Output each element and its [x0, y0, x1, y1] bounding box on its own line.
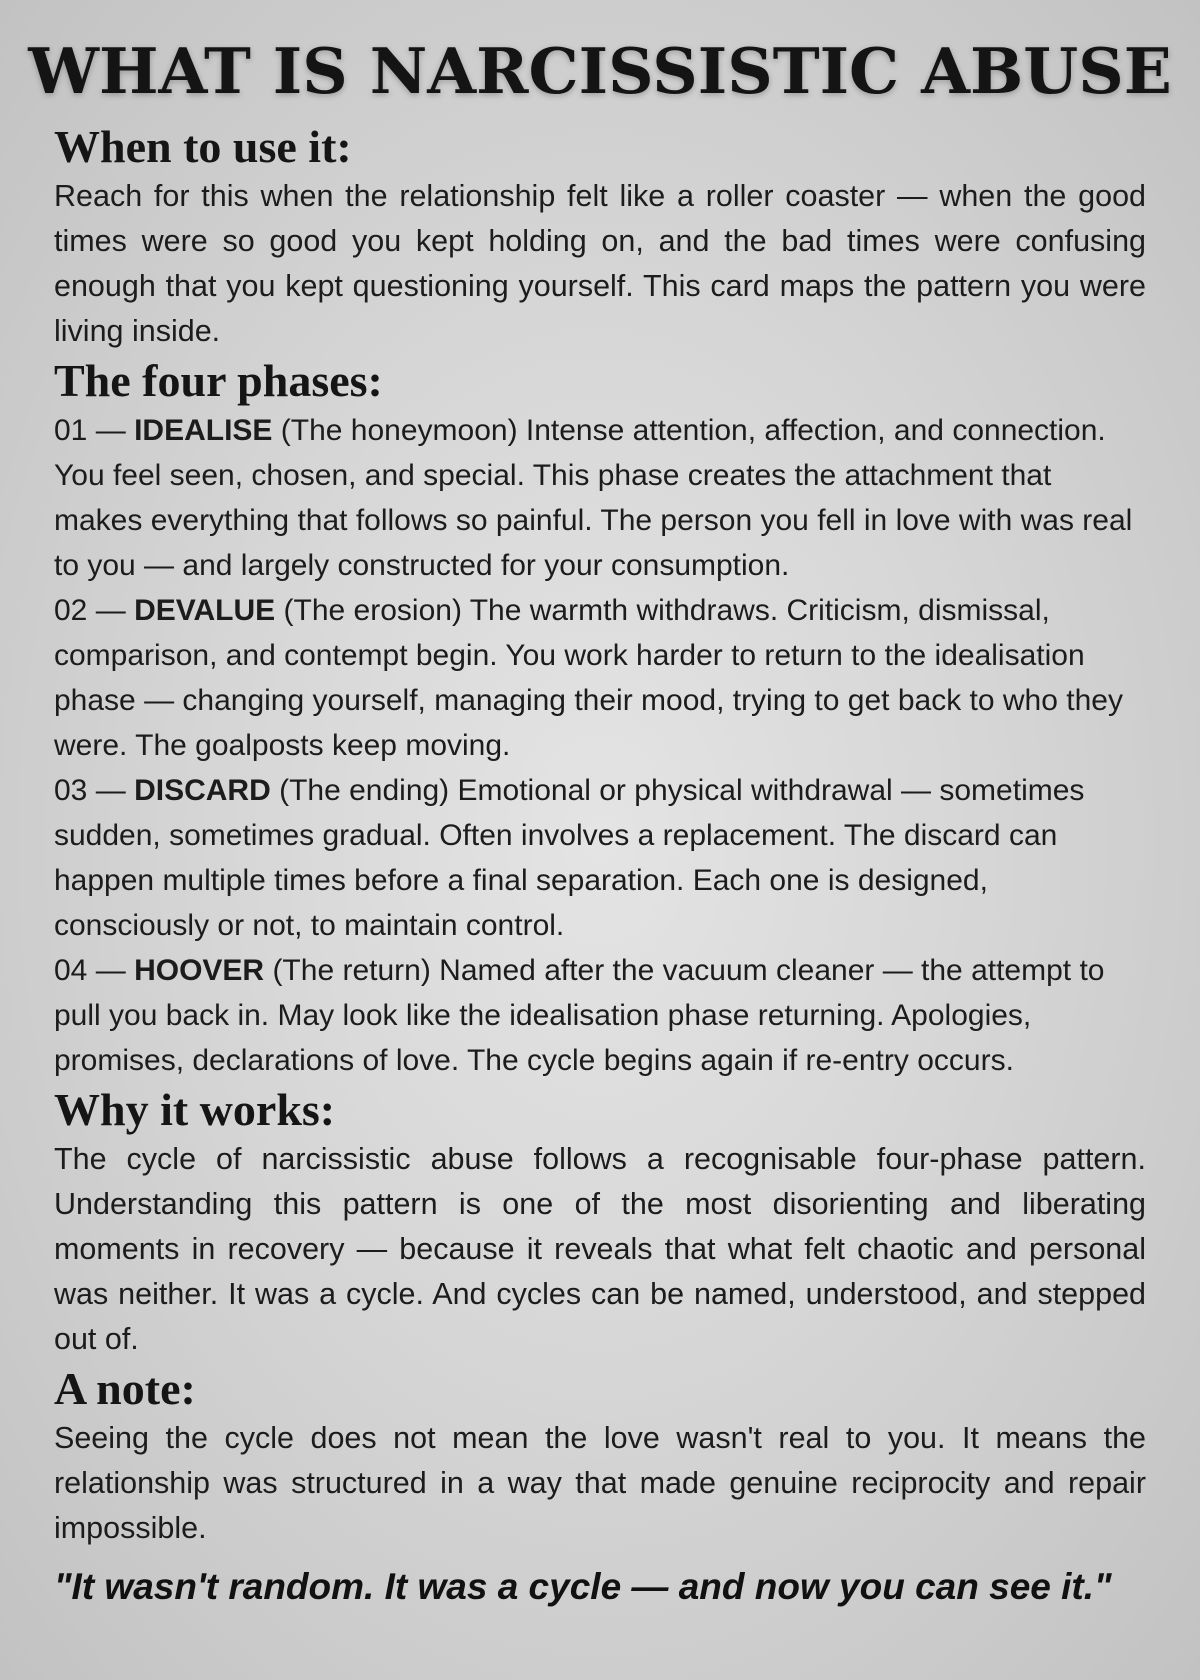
phase-name: IDEALISE [134, 414, 273, 447]
phase-description: (The ending) Emotional or physical withdrawal — sometimes sudden, sometimes gradual. Often involves a replacement. The discard can happen multiple times before a final separation. Each one is designed, consciously or not, to maintain control. [54, 774, 1085, 942]
phase-item [54, 588, 1146, 768]
phase-name: HOOVER [134, 954, 265, 987]
phase-name: DISCARD [134, 774, 271, 807]
phase-number: 01 — [54, 414, 126, 447]
phase-number: 02 — [54, 594, 126, 627]
phase-item [54, 408, 1146, 588]
page-title: WHAT IS NARCISSISTIC ABUSE [28, 34, 1172, 108]
closing-quote: "It wasn't random. It was a cycle — and now you can see it." [54, 1566, 1112, 1607]
phase-description: (The erosion) The warmth withdraws. Criticism, dismissal, comparison, and contempt begin. You work harder to return to the idealisation phase — changing yourself, managing their mood, trying to get back to who they were. The goalposts keep moving. [54, 594, 1123, 762]
why-heading: Why it works: [54, 1084, 336, 1135]
phases-heading: The four phases: [54, 355, 383, 406]
phase-name: DEVALUE [134, 594, 276, 627]
note-text: Seeing the cycle does not mean the love wasn't real to you. It means the relationship was structured in a way that made genuine reciprocity and repair impossible. [54, 1421, 1146, 1545]
phase-description: (The honeymoon) Intense attention, affection, and connection. You feel seen, chosen, and special. This phase creates the attachment that makes everything that follows so painful. The person you fell in love with was real to you — and largely constructed for your consumption. [54, 414, 1133, 582]
phase-item [54, 768, 1146, 948]
phase-number: 03 — [54, 774, 126, 807]
why-text: The cycle of narcissistic abuse follows a recognisable four-phase pattern. Understanding this pattern is one of the most disorienting and liberating moments in recovery — because it reveals that what felt chaotic and personal was neither. It was a cycle. And cycles can be named, understood, and stepped out of. [54, 1142, 1146, 1356]
when-text: Reach for this when the relationship felt like a roller coaster — when the good times were so good you kept holding on, and the bad times were confusing enough that you kept questioning yourself. This card maps the pattern you were living inside. [54, 179, 1146, 348]
phase-item [54, 948, 1146, 1083]
phases-list [54, 408, 1146, 1083]
note-heading: A note: [54, 1363, 196, 1414]
when-heading: When to use it: [54, 121, 352, 172]
phase-number: 04 — [54, 954, 126, 987]
phase-description: (The return) Named after the vacuum cleaner — the attempt to pull you back in. May look like the idealisation phase returning. Apologies, promises, declarations of love. The cycle begins again if re-entry occurs. [54, 954, 1105, 1077]
